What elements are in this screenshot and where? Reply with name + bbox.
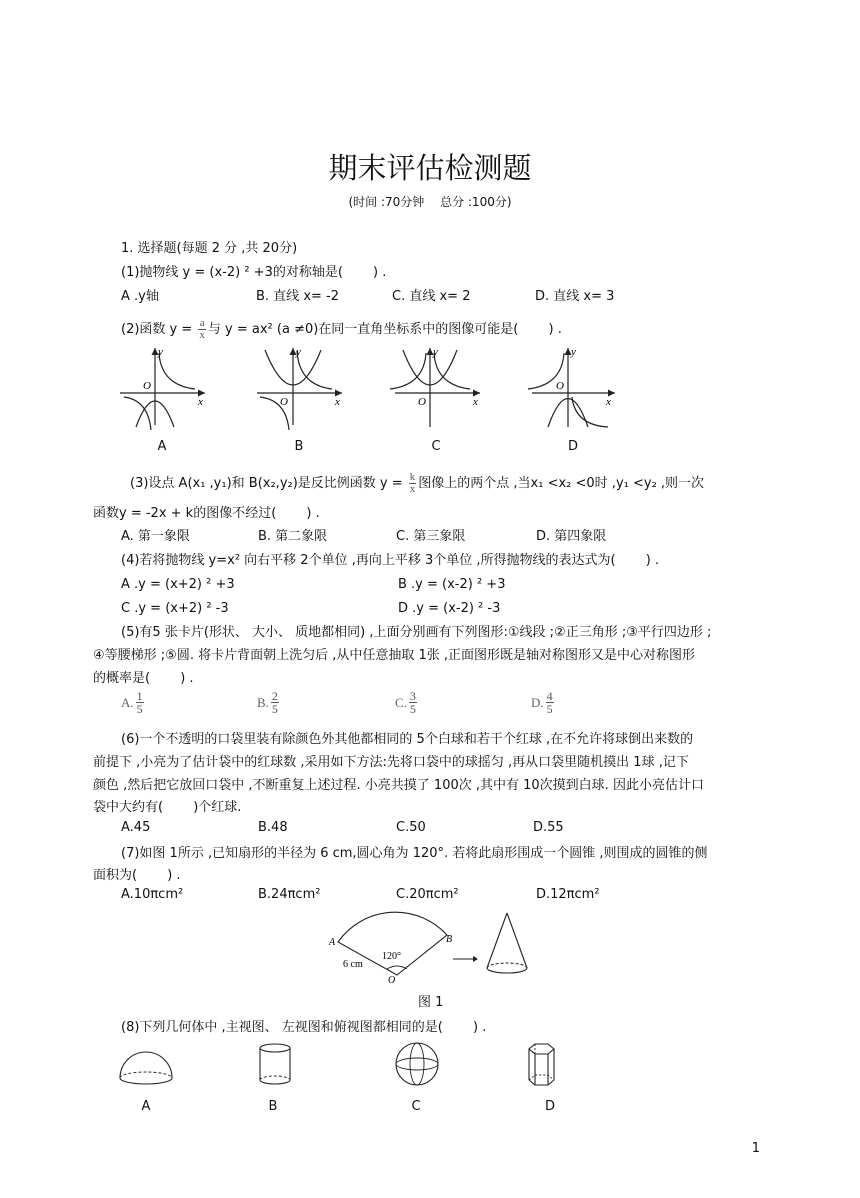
q5-line2: ④等腰梯形 ;⑤圆. 将卡片背面朝上洗匀后 ,从中任意抽取 1张 ,正面图形既是轴对称图形又是中心对称图形	[93, 648, 696, 663]
q5-option-d	[531, 690, 556, 715]
q1-option-d: D. 直线 x= 3	[535, 289, 615, 304]
q5-option-d-label: D.	[531, 695, 544, 710]
q7-option-b: B.24πcm²	[258, 887, 321, 902]
q3-option-a: A. 第一象限	[121, 529, 190, 544]
q5-line3: 的概率是( ) .	[93, 671, 194, 686]
sector-point-o: O	[388, 975, 396, 985]
q5-option-d-frac	[546, 690, 554, 715]
q2-label-d: D	[567, 439, 578, 454]
q3-frac-den: x	[409, 483, 416, 495]
q8-label-b: B	[268, 1099, 278, 1114]
q6-line2: 前提下 ,小亮为了估计袋中的红球数 ,采用如下方法:先将口袋中的球摇匀 ,再从口袋里随机摸出 1球 ,记下	[93, 755, 689, 770]
q3-line2: 函数y = -2x + k的图像不经过( ) .	[93, 506, 320, 521]
graph-c-origin: O	[418, 396, 426, 408]
q3-line1	[130, 472, 704, 495]
q5-option-c-frac	[409, 690, 417, 715]
q1-option-b: B. 直线 x= -2	[256, 289, 339, 304]
sector-point-a: A	[329, 937, 336, 948]
q6-option-c: C.50	[396, 820, 426, 835]
hemisphere	[120, 1052, 172, 1084]
q8-stem: (8)下列几何体中 ,主视图、 左视图和俯视图都相同的是( ) .	[121, 1020, 487, 1035]
q5-c-den: 5	[409, 702, 416, 716]
graph-d	[528, 346, 615, 427]
q3-line1-b: 图像上的两个点 ,当x₁ <x₂ <0时 ,y₁ <y₂ ,则一次	[418, 476, 705, 491]
q6-option-d: D.55	[533, 820, 564, 835]
q3-frac-num: k	[409, 471, 416, 483]
q2-stem-b: 与 y = ax² (a ≠0)在同一直角坐标系中的图像可能是( ) .	[207, 322, 562, 337]
q5-line1: (5)有5 张卡片(形状、 大小、 质地都相同) ,上面分别画有下列图形:①线段 ;②正三角形 ;③平行四边形 ;	[121, 625, 712, 640]
q7-figure	[325, 905, 575, 985]
q5-d-den: 5	[546, 702, 553, 716]
q5-a-den: 5	[136, 702, 143, 716]
sphere	[396, 1043, 438, 1085]
q2-frac-num: a	[199, 317, 205, 329]
q5-option-a	[121, 690, 146, 715]
q3-option-b: B. 第二象限	[258, 529, 328, 544]
q3-fraction	[409, 472, 417, 495]
graph-c	[390, 346, 480, 427]
q5-a-num: 1	[136, 689, 143, 703]
q4-option-d: D .y = (x-2) ² -3	[398, 601, 501, 616]
q6-line3: 颜色 ,然后把它放回口袋中 ,不断重复上述过程. 小亮共摸了 100次 ,其中有 10次摸到白球. 因此小亮估计口	[93, 778, 704, 793]
q4-option-c: C .y = (x+2) ² -3	[121, 601, 229, 616]
graph-a-y: y	[158, 346, 163, 358]
hexagonal-prism	[529, 1044, 554, 1085]
graph-b-x: x	[335, 396, 340, 408]
graph-b-origin: O	[280, 396, 288, 408]
q3-option-c: C. 第三象限	[396, 529, 466, 544]
q1-option-c: C. 直线 x= 2	[392, 289, 471, 304]
q7-option-c: C.20πcm²	[396, 887, 459, 902]
q3-line1-a: (3)设点 A(x₁ ,y₁)和 B(x₂,y₂)是反比例函数 y =	[130, 476, 407, 491]
graph-d-x: x	[606, 396, 611, 408]
q5-option-b-frac	[271, 690, 279, 715]
q7-line2: 面积为( ) .	[93, 868, 181, 883]
q5-option-a-frac	[136, 690, 144, 715]
graph-c-y: y	[433, 346, 438, 358]
q4-option-b: B .y = (x-2) ² +3	[398, 577, 506, 592]
graph-a-x: x	[198, 396, 203, 408]
graph-d-y: y	[571, 346, 576, 358]
q6-option-b: B.48	[258, 820, 288, 835]
graph-d-origin: O	[556, 380, 564, 392]
cylinder	[260, 1044, 290, 1084]
sector-angle-label: 120°	[382, 951, 401, 962]
section-heading: 1. 选择题(每题 2 分 ,共 20分)	[121, 241, 298, 256]
q5-d-num: 4	[546, 689, 553, 703]
exam-info: (时间 :70分钟 总分 :100分)	[348, 195, 512, 209]
q5-option-b	[257, 690, 281, 715]
q3-option-d: D. 第四象限	[536, 529, 607, 544]
graph-a-origin: O	[143, 380, 151, 392]
q8-label-a: A	[141, 1099, 151, 1114]
q1-option-a: A .y轴	[121, 289, 159, 304]
q2-label-b: B	[294, 439, 304, 454]
q4-stem: (4)若将抛物线 y=x² 向右平移 2个单位 ,再向上平移 3个单位 ,所得抛物线的表达式为( ) .	[121, 553, 660, 568]
q6-line4: 袋中大约有( )个红球.	[93, 800, 242, 815]
graph-b-y: y	[296, 346, 301, 358]
q8-solids	[110, 1040, 580, 1090]
graph-a	[120, 346, 205, 430]
graph-b	[257, 346, 342, 430]
q6-line1: (6)一个不透明的口袋里装有除颜色外其他都相同的 5个白球和若干个红球 ,在不允许将球倒出来数的	[121, 732, 694, 747]
q7-line1: (7)如图 1所示 ,已知扇形的半径为 6 cm,圆心角为 120°. 若将此扇形围成一个圆锥 ,则围成的圆锥的侧	[121, 846, 708, 861]
q5-c-num: 3	[409, 689, 416, 703]
q1-stem: (1)抛物线 y = (x-2) ² +3的对称轴是( ) .	[121, 265, 387, 280]
q8-label-c: C	[411, 1099, 421, 1114]
q5-option-a-label: A.	[121, 695, 134, 710]
cone-figure	[487, 913, 527, 973]
page-number: 1	[751, 1141, 760, 1156]
q5-b-num: 2	[271, 689, 278, 703]
q2-label-a: A	[157, 439, 167, 454]
q7-option-d: D.12πcm²	[536, 887, 600, 902]
q6-option-a: A.45	[121, 820, 151, 835]
sector-diagram	[328, 912, 452, 985]
graph-c-x: x	[473, 396, 478, 408]
q8-label-d: D	[544, 1099, 555, 1114]
q4-option-a: A .y = (x+2) ² +3	[121, 577, 235, 592]
arrow	[453, 956, 478, 962]
q2-label-c: C	[431, 439, 441, 454]
figure-caption: 图 1	[418, 995, 444, 1010]
sector-radius-label: 6 cm	[343, 959, 363, 970]
q2-frac-den: x	[199, 329, 205, 341]
q7-option-a: A.10πcm²	[121, 887, 184, 902]
q2-stem	[121, 318, 562, 341]
sector-point-b: B	[446, 934, 453, 945]
q2-stem-a: (2)函数 y =	[121, 322, 197, 337]
q5-option-b-label: B.	[257, 695, 269, 710]
q5-option-c	[395, 690, 419, 715]
q2-graphs	[110, 345, 630, 430]
q5-option-c-label: C.	[395, 695, 407, 710]
q5-b-den: 5	[271, 702, 278, 716]
page-title: 期末评估检测题	[328, 151, 532, 185]
q2-fraction	[198, 318, 206, 341]
